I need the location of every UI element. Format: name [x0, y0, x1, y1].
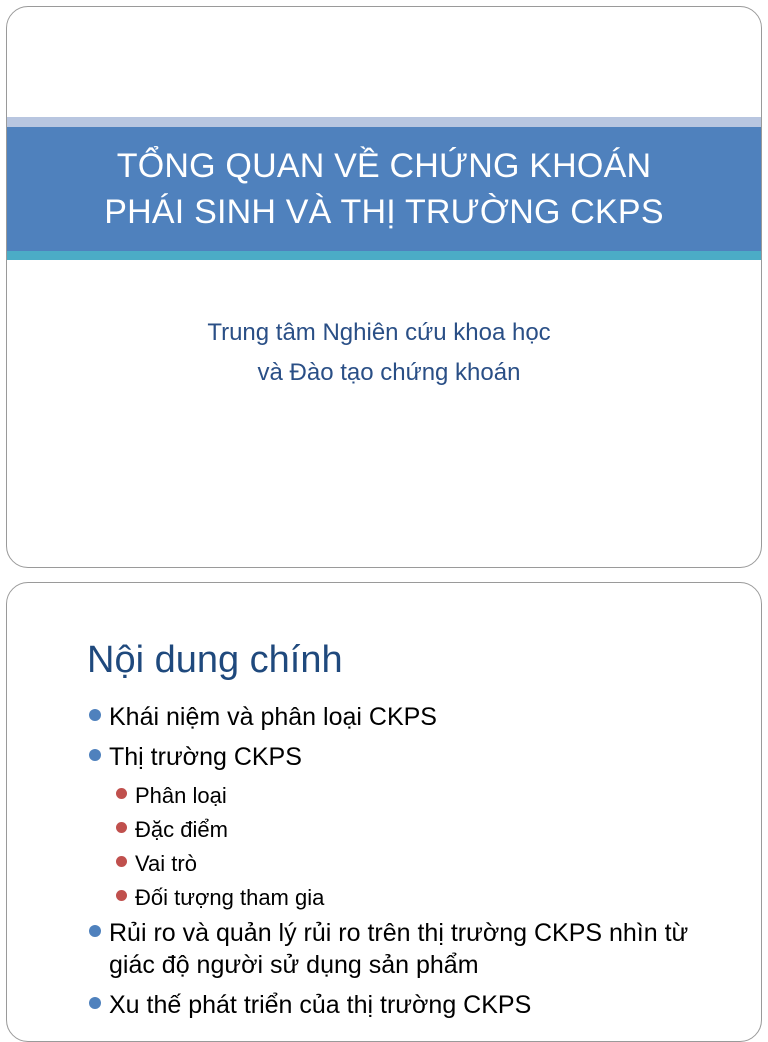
sub-bullet-dot-icon	[116, 890, 127, 901]
bullet-dot-icon	[89, 925, 101, 937]
sub-bullet-text: Đặc điểm	[135, 817, 228, 842]
bullet-dot-icon	[89, 749, 101, 761]
sub-bullet-text: Đối tượng tham gia	[135, 885, 325, 910]
sub-bullet-text: Phân loại	[135, 783, 227, 808]
bullet-text: Khái niệm và phân loại CKPS	[109, 703, 437, 731]
content-slide	[6, 582, 762, 1042]
sub-bullet-item	[87, 781, 727, 811]
sub-bullet-dot-icon	[116, 822, 127, 833]
slide-title-line-2: PHÁI SINH VÀ THỊ TRƯỜNG CKPS	[104, 193, 664, 231]
bullet-item	[87, 989, 727, 1021]
title-band	[7, 127, 761, 251]
title-band-bottom-stripe	[7, 251, 761, 260]
subtitle-line-2: và Đào tạo chứng khoán	[257, 359, 521, 386]
slide-subtitle	[7, 313, 761, 393]
bullet-text: Xu thế phát triển của thị trường CKPS	[109, 991, 532, 1019]
slide-title-line-1: TỔNG QUAN VỀ CHỨNG KHOÁN	[116, 147, 652, 185]
bullet-list	[87, 701, 727, 1029]
sub-bullet-item	[87, 815, 727, 845]
sub-bullet-item	[87, 849, 727, 879]
bullet-dot-icon	[89, 709, 101, 721]
subtitle-line-1: Trung tâm Nghiên cứu khoa học	[207, 319, 551, 346]
sub-bullet-text: Vai trò	[135, 851, 197, 876]
title-band-top-stripe	[7, 117, 761, 127]
sub-bullet-item	[87, 883, 727, 913]
bullet-item	[87, 741, 727, 773]
slide-heading: Nội dung chính	[87, 639, 343, 681]
bullet-dot-icon	[89, 997, 101, 1009]
bullet-text: Rủi ro và quản lý rủi ro trên thị trường CKPS nhìn từ giác độ người sử dụng sản phẩm	[109, 919, 689, 979]
title-slide	[6, 6, 762, 568]
bullet-item	[87, 917, 727, 981]
sub-bullet-dot-icon	[116, 788, 127, 799]
bullet-item	[87, 701, 727, 733]
bullet-text: Thị trường CKPS	[109, 743, 302, 771]
sub-bullet-dot-icon	[116, 856, 127, 867]
